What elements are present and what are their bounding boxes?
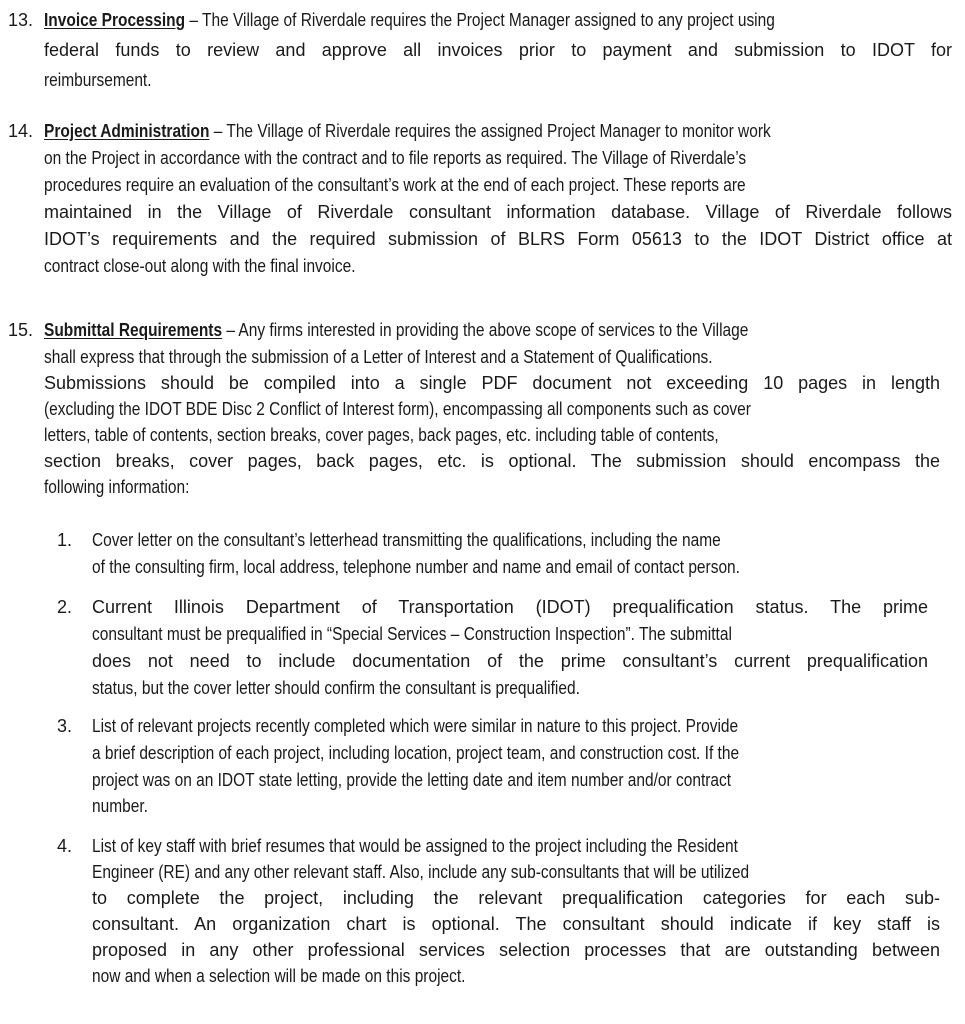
- text-line: Current Illinois Department of Transportation (IDOT) prequalification status. The prime: [92, 597, 928, 617]
- subitem-number: 2.: [57, 597, 73, 617]
- text-line: federal funds to review and approve all invoices prior to payment and submission to IDOT for: [44, 40, 952, 60]
- text-line: IDOT’s requirements and the required submission of BLRS Form 05613 to the IDOT District office at: [44, 229, 952, 249]
- section-lead-text: – Any firms interested in providing the above scope of services to the Village: [222, 320, 749, 340]
- section-number: 14.: [8, 121, 34, 141]
- section-first-line: [44, 7, 825, 34]
- text-line: Submissions should be compiled into a single PDF document not exceeding 10 pages in length: [44, 373, 940, 393]
- text-line: (excluding the IDOT BDE Disc 2 Conflict of Interest form), encompassing all components such as cover: [44, 399, 751, 419]
- subitem-number: 3.: [57, 716, 73, 736]
- text-line: to complete the project, including the relevant prequalification categories for each sub-: [92, 888, 940, 908]
- text-line: status, but the cover letter should confirm the consultant is prequalified.: [92, 678, 580, 698]
- text-line: maintained in the Village of Riverdale consultant information database. Village of Riverdale follows: [44, 202, 952, 222]
- text-line: proposed in any other professional services selection processes that are outstanding between: [92, 940, 940, 960]
- section-first-line: [44, 317, 748, 344]
- text-line: section breaks, cover pages, back pages, etc. is optional. The submission should encompass the: [44, 451, 940, 471]
- section-number: 15.: [8, 320, 34, 340]
- text-line: now and when a selection will be made on this project.: [92, 966, 466, 986]
- section-lead-text: – The Village of Riverdale requires the Project Manager assigned to any project using: [185, 10, 775, 30]
- text-line: letters, table of contents, section breaks, cover pages, back pages, etc. including table of contents,: [44, 425, 719, 445]
- text-line: a brief description of each project, including location, project team, and construction cost. If the: [92, 743, 740, 763]
- text-line: project was on an IDOT state letting, provide the letting date and item number and/or contract: [92, 770, 732, 790]
- text-line: reimbursement.: [44, 70, 152, 90]
- text-line: contract close-out along with the final invoice.: [44, 256, 356, 276]
- text-line: number.: [92, 796, 148, 816]
- section-first-line: [44, 118, 771, 145]
- section-lead-text: – The Village of Riverdale requires the assigned Project Manager to monitor work: [209, 121, 771, 141]
- section-number: 13.: [8, 10, 34, 30]
- text-line: List of key staff with brief resumes that would be assigned to the project including the Resident: [92, 836, 738, 856]
- subitem-number: 1.: [57, 530, 73, 550]
- text-line: Cover letter on the consultant’s letterhead transmitting the qualifications, including the name: [92, 530, 721, 550]
- text-line: consultant must be prequalified in “Special Services – Construction Inspection”. The submittal: [92, 624, 732, 644]
- text-line: consultant. An organization chart is optional. The consultant should indicate if key staff is: [92, 914, 940, 934]
- section-heading: Invoice Processing: [44, 10, 186, 30]
- text-line: List of relevant projects recently completed which were similar in nature to this project. Provide: [92, 716, 739, 736]
- text-line: procedures require an evaluation of the consultant’s work at the end of each project. These reports are: [44, 175, 746, 195]
- subitem-number: 4.: [57, 836, 73, 856]
- text-line: Engineer (RE) and any other relevant staff. Also, include any sub-consultants that will be utilized: [92, 862, 750, 882]
- text-line: on the Project in accordance with the contract and to file reports as required. The Village of Riverdale’s: [44, 148, 747, 168]
- text-line: does not need to include documentation of the prime consultant’s current prequalification: [92, 651, 928, 671]
- text-line: shall express that through the submission of a Letter of Interest and a Statement of Qualifications.: [44, 347, 713, 367]
- text-line: following information:: [44, 477, 190, 497]
- section-heading: Submittal Requirements: [44, 320, 223, 340]
- text-line: of the consulting firm, local address, telephone number and name and email of contact person.: [92, 557, 740, 577]
- section-heading: Project Administration: [44, 121, 210, 141]
